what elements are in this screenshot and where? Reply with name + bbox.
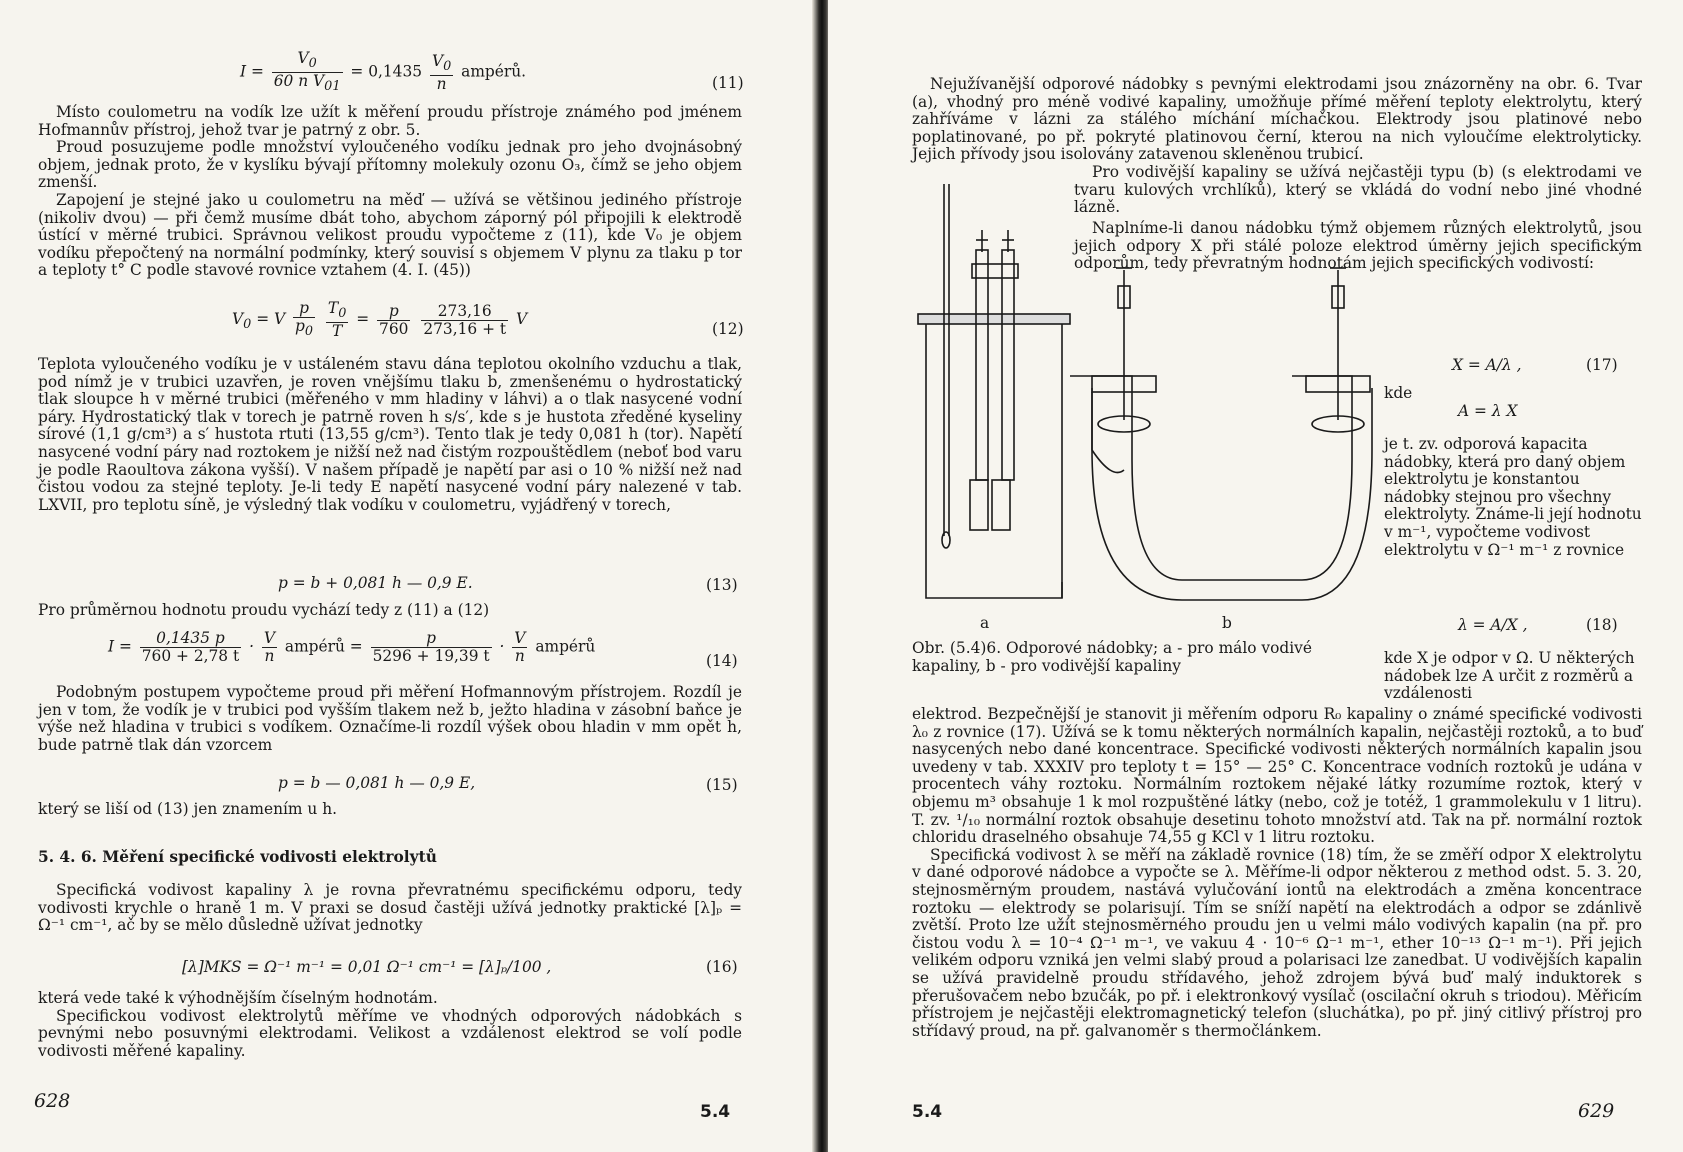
equation-14-number: (14)	[706, 652, 738, 670]
paragraph: Podobným postupem vypočteme proud při měření Hofmannovým přístrojem. Rozdíl je jen v tom, že vodík je v trubici pod vyšším tlakem než b, ježto hladina v zásobní baňce je výše než hladina v trubici s vodíkem. Označíme-li rozdíl výšek obou hladin v mm opět h, bude patrně tlak dán vzorcem	[38, 683, 742, 754]
right-text-block-1	[912, 76, 1642, 164]
paragraph: je t. zv. odporová kapacita nádobky, která pro daný objem elektrolytu je konstantou nádobky stejnou pro všechny elektrolyty. Známe-li její hodnotu v m⁻¹, vypočteme vodivost elektrolytu v Ω⁻¹ m⁻¹ z rovnice	[1384, 435, 1642, 559]
equation-13-number: (13)	[706, 576, 738, 594]
paragraph: Specifickou vodivost elektrolytů měříme ve vhodných odporových nádobkách s pevnými nebo posuvnými elektrodami. Velikost a vzdálenost elektrod se volí podle vodivosti měřené kapaliny.	[38, 1006, 742, 1060]
figure-label-a: a	[980, 614, 990, 632]
equation-17-number: (17)	[1586, 356, 1618, 374]
paragraph: Pro průměrnou hodnotu proudu vychází tedy z (11) a (12)	[38, 601, 490, 619]
figure-label-b: b	[1222, 614, 1232, 632]
paragraph: elektrod. Bezpečnější je stanovit ji měřením odporu R₀ kapaliny o známé specifické vodivosti λ₀ z rovnice (17). Užívá se k tomu některých normálních kapalin, nejčastěji roztoků, a to buď nasycených nebo dané koncentrace. Specifické vodivosti některých normálních kapalin jsou uvedeny v tab. XXXIV pro teploty t = 15° — 25° C. Koncentrace vodních roztoků je udána v procentech váhy roztoku. Normálním roztokem nějaké látky rozumíme roztok, který v objemu m³ obsahuje 1 k mol rozpuštěné látky (nebo, což je totéž, 1 grammolekulu v 1 litru). T. zv. ¹/₁₀ normální roztok obsahuje desetinu tohoto množství atd. Tak na př. normální roztok chloridu draselného obsahuje 74,55 g KCl v 1 litru roztoku.	[912, 705, 1642, 847]
equation-18: λ = A/X ,	[1458, 616, 1528, 634]
paragraph: Místo coulometru na vodík lze užít k měření proudu přístroje známého pod jménem Hofmannův přístroj, jehož tvar je patrný z obr. 5.	[38, 103, 742, 139]
kde-label: kde	[1384, 384, 1413, 402]
equation-18-number: (18)	[1586, 616, 1618, 634]
equation-12-number: (12)	[712, 320, 744, 338]
page-number-right: 629	[1578, 1100, 1615, 1122]
left-text-block-5	[38, 801, 742, 819]
paragraph: která vede také k výhodnějším číselným hodnotám.	[38, 989, 438, 1007]
paragraph: Nejužívanější odporové nádobky s pevnými elektrodami jsou znázorněny na obr. 6. Tvar (a), vhodný pro méně vodivé kapaliny, umožňuje přímé měření teploty elektrolytu, který zahříváme v lázni za stálého míchání míchačkou. Elektrody jsou platinové nebo poplatinované, po př. pokryté platinovou černí, kterou na nich vyloučíme elektrolyticky. Jejich přívody jsou isolovány zatavenou skleněnou trubicí.	[912, 75, 1642, 164]
figure-resistance-vessels	[912, 180, 1382, 610]
paragraph: Specifická vodivost kapaliny λ je rovna převratnému specifickému odporu, tedy vodivosti krychle o hraně 1 m. V praxi se dosud častěji užívá jednotky praktické [λ]ₚ = Ω⁻¹ cm⁻¹, ač by se mělo důsledně užívat jednotky	[38, 881, 742, 935]
paragraph: Zapojení je stejné jako u coulometru na měď — užívá se většinou jediného přístroje (nikoliv dvou) — při čemž musíme dbát toho, abychom záporný pól připojili k elektrodě ústící v měrné trubici. Správnou velikost proudu vypočteme z (11), kde V₀ je objem vodíku přepočtený na normální podmínky, který souvisí s objemem V plynu za tlaku p tor a teploty t° C podle stavové rovnice vztahem (4. I. (45))	[38, 190, 742, 280]
equation-11-number: (11)	[712, 74, 744, 92]
left-text-block-4	[38, 684, 742, 754]
equation-13: p = b + 0,081 h — 0,9 E.	[278, 574, 473, 592]
section-marker-right: 5.4	[912, 1102, 943, 1122]
section-heading: 5. 4. 6. Měření specifické vodivosti elektrolytů	[38, 848, 437, 866]
equation-14: I = $\frac{0,1435 p}{760 + 2,78 t}$ · $\frac{V}{n}$ ampérů = $\frac{p}{5296 + 19,39 t}$ · $\frac{V}{n}$ ampérů	[108, 629, 596, 665]
equation-16-number: (16)	[706, 958, 738, 976]
equation-12: $V_0 = V$ $\frac{p}{p_0}$ $\frac{T_0}{T}$ = $\frac{p}{760}$ $\frac{273,16}{273,16 + t}$ V	[232, 299, 528, 341]
equation-17: X = A/λ ,	[1452, 356, 1522, 374]
equation-15-number: (15)	[706, 776, 738, 794]
figure-caption: Obr. (5.4)6. Odporové nádobky; a - pro málo vodivé kapaliny, b - pro vodivější kapaliny	[912, 639, 1312, 675]
paragraph: Naplníme-li danou nádobku týmž objemem různých elektrolytů, jsou jejich odpory X při stálé poloze elektrod úměrny jejich specifickým odporům, tedy převratným hodnotám jejich specifických vodivostí:	[1074, 219, 1642, 273]
left-page	[0, 0, 820, 1152]
equation-11: I = $\frac{V_0}{60 n V_{01}}$ = 0,1435 $\frac{V_0}{n}$ ampérů.	[240, 49, 527, 95]
left-text-block-3	[38, 602, 742, 620]
section-marker-left: 5.4	[700, 1102, 731, 1122]
paragraph: kde X je odpor v Ω. U některých nádobek lze A určit z rozměrů a vzdálenosti	[1384, 649, 1635, 703]
right-page	[828, 0, 1683, 1152]
left-text-block-6	[38, 882, 742, 935]
equation-15: p = b — 0,081 h — 0,9 E,	[278, 774, 476, 792]
right-text-block-4	[1384, 436, 1642, 559]
paragraph: Pro vodivější kapaliny se užívá nejčastěji typu (b) (s elektrodami ve tvaru kulových vrchlíků), který se vkládá do vodní nebo jiné vhodné lázně.	[1074, 163, 1642, 217]
page-number-left: 628	[34, 1090, 71, 1112]
paragraph: Proud posuzujeme podle množství vyloučeného vodíku jednak pro jeho dvojnásobný objem, jednak proto, že v kyslíku bývají přítomny molekuly ozonu O₃, čímž se jeho objem zmenší.	[38, 138, 742, 192]
equation-16: [λ]MKS = Ω⁻¹ m⁻¹ = 0,01 Ω⁻¹ cm⁻¹ = [λ]ₚ/100 ,	[182, 958, 552, 976]
paragraph: který se liší od (13) jen znamením u h.	[38, 800, 338, 818]
paragraph: Teplota vyloučeného vodíku je v ustáleném stavu dána teplotou okolního vzduchu a tlak, pod nímž je v trubici uzavřen, je roven vnějšímu tlaku b, zmenšenému o hydrostatický tlak sloupce h v měrné trubici (měřeného v mm hladiny v láhvi) a o tlak nasycené vodní páry. Hydrostatický tlak v torech je patrně roven h s/s′, kde s je hustota zředěné kyseliny sírové (1,1 g/cm³) a s′ hustota rtuti (13,55 g/cm³). Tento tlak je tedy 0,081 h (tor). Napětí nasycené vodní páry nad roztokem je nižší než nad čistým rozpouštědlem (neboť bod varu je podle Raoultova zákona vyšší). V našem případě je napětí par asi o 10 % nižší než nad čistou vodou za stejné teploty. Je-li tedy E napětí nasycené vodní páry nalezené v tab. LXVII, pro teplotu síně, je výsledný tlak vodíku v coulometru, vyjádřený v torech,	[38, 355, 742, 514]
vessel-a-drawing	[918, 184, 1372, 600]
left-text-block-7	[38, 990, 742, 1060]
right-text-block-5	[1384, 650, 1642, 703]
paragraph: Specifická vodivost λ se měří na základě rovnice (18) tím, že se změří odpor X elektrolytu v dané odporové nádobce a vypočte se λ. Měříme-li odpor některou z method odst. 5. 3. 20, stejnosměrným proudem, nastává vylučování iontů na elektrodách a změna koncentrace roztoku — elektrody se polarisují. Tím se sníží napětí na elektrodách a odpor se zdánlivě zvětší. Proto lze užít stejnosměrného proudu jen u velmi málo vodivých kapalin (na př. pro čistou vodu λ = 10⁻⁴ Ω⁻¹ m⁻¹, ve vakuu 4 · 10⁻⁶ Ω⁻¹ m⁻¹, ether 10⁻¹³ Ω⁻¹ m⁻¹). Při jejich velikém odporu vzniká jen velmi slabý proud a polarisaci lze zanedbat. U vodivějších kapalin se užívá pravidelně proudu střídavého, jehož zdrojem bývá buď malý induktorek s přerušovačem nebo bzučák, po př. i elektronkový vysílač (oscilační okruh s triodou). Měřicím přístrojem je nejčastěji elektromagnetický telefon (sluchátka), po př. jiný citlivý přístroj pro střídavý proud, na př. galvanoměr s thermočlánkem.	[912, 845, 1642, 1040]
left-text-block-1	[38, 104, 742, 280]
equation-A: A = λ X	[1458, 402, 1518, 420]
left-text-block-2	[38, 356, 742, 514]
right-text-block-6	[912, 706, 1642, 1040]
